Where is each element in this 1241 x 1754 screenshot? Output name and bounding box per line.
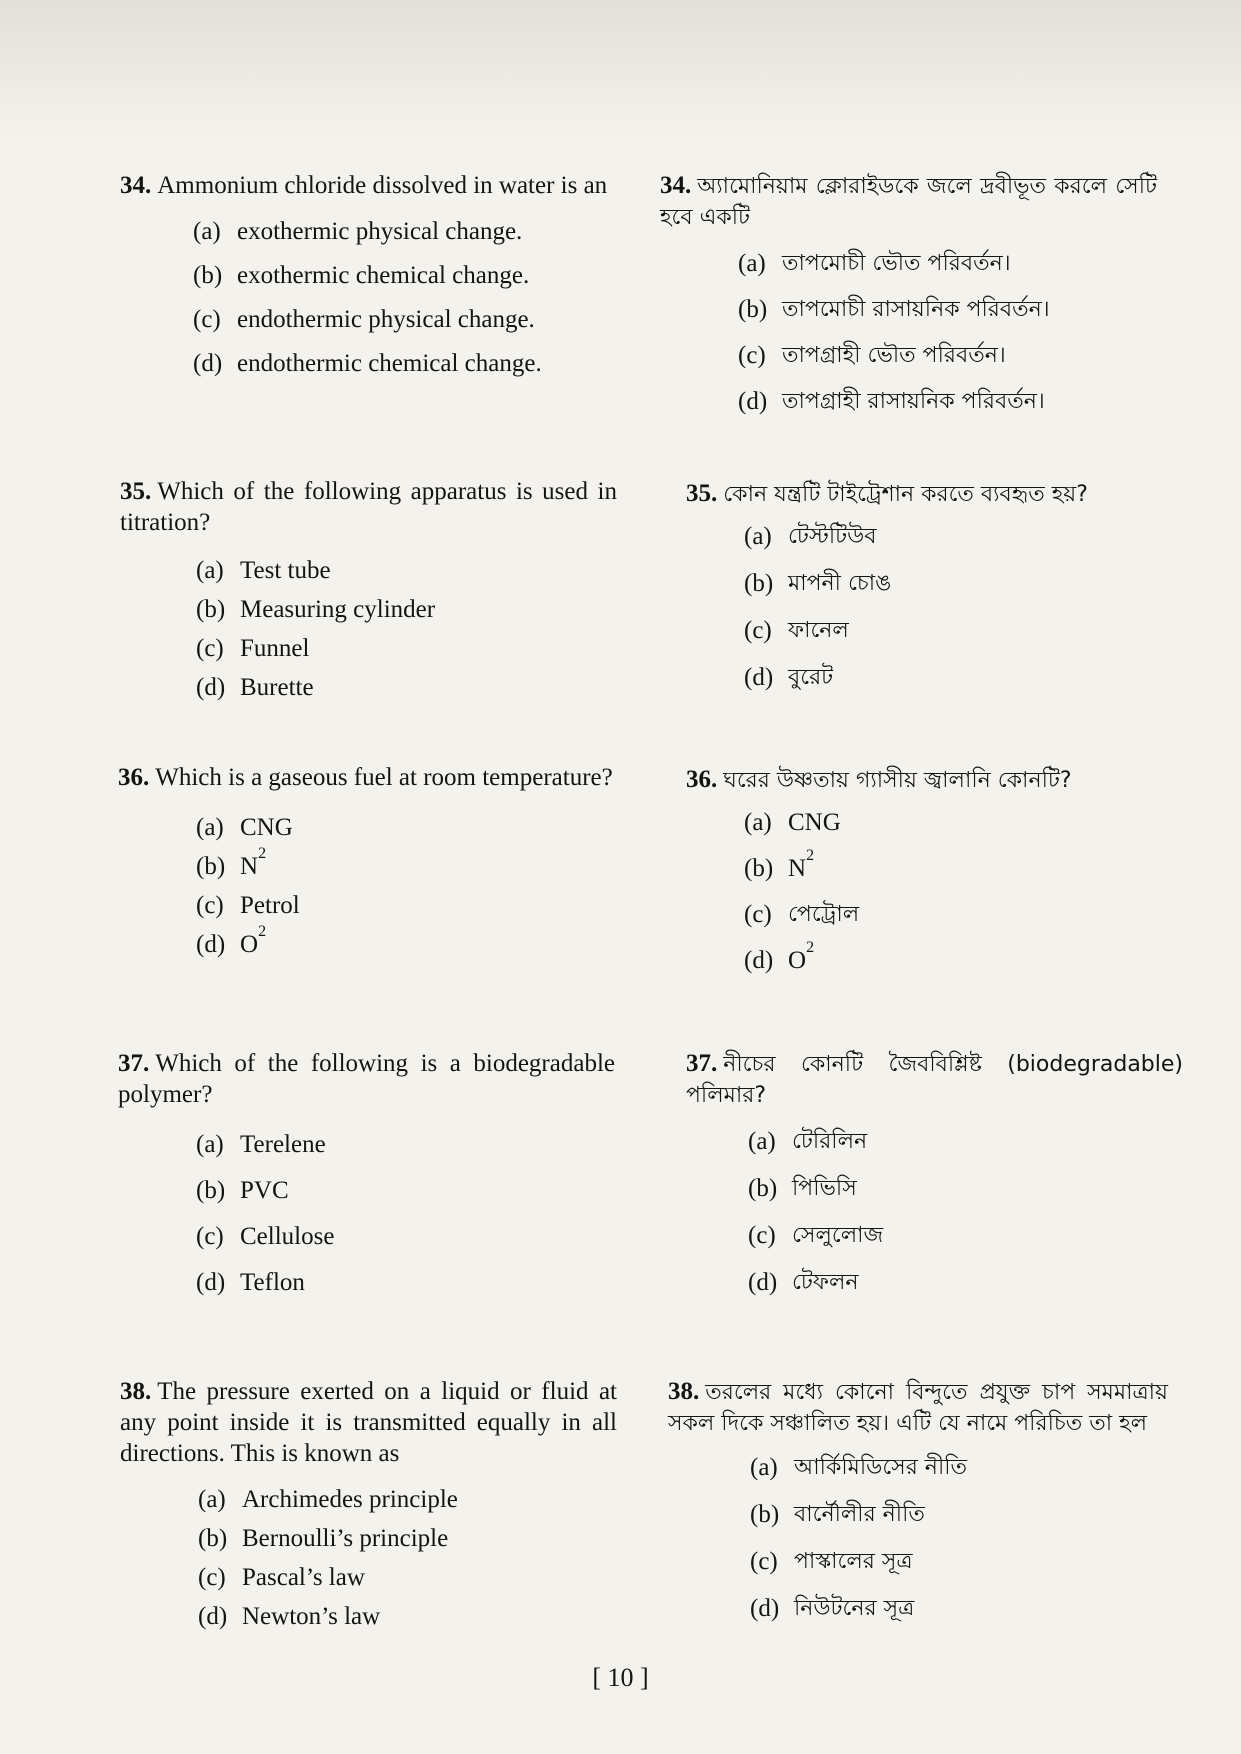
option-a: (a) Terelene	[196, 1131, 326, 1158]
option-b: (b) N 2	[196, 845, 267, 880]
option-a: (a) Archimedes principle	[198, 1486, 458, 1513]
option-c: (c) সেলুলোজ	[748, 1222, 884, 1249]
option-b: (b) Measuring cylinder	[196, 596, 436, 623]
option-d: (d) endothermic chemical change.	[193, 350, 542, 377]
question-37-english	[118, 1048, 615, 1316]
question-38-bengali	[668, 1376, 1168, 1643]
option-b: (b) N 2	[744, 847, 815, 882]
question-37-bengali	[686, 1048, 1183, 1317]
question-number: 37.	[118, 1050, 150, 1077]
option-d: (d) তাপগ্রাহী রাসায়নিক পরিবর্তন।	[738, 388, 1045, 415]
option-b: (b) PVC	[196, 1177, 289, 1204]
question-number: 34.	[660, 172, 692, 199]
option-b: (b) Bernoulli’s principle	[198, 1525, 449, 1552]
option-b: (b) তাপমোচী রাসায়নিক পরিবর্তন।	[738, 296, 1050, 323]
question-35-english	[120, 476, 617, 714]
question-number: 36.	[686, 766, 718, 793]
option-d: (d) Burette	[196, 674, 314, 701]
option-a: (a) টেরিলিন	[748, 1128, 868, 1155]
question-36-bengali	[686, 764, 1183, 994]
page-shadow	[0, 0, 1241, 140]
question-text: তরলের মধ্যে কোনো বিন্দুতে প্রযুক্ত চাপ সমমাত্রায় সকল দিকে সঞ্চালিত হয়। এটি যে নামে পরিচিত তা হল	[668, 1380, 1168, 1436]
page-number: [ 10 ]	[592, 1663, 649, 1692]
question-number: 36.	[118, 764, 150, 791]
option-a: (a) CNG	[744, 809, 841, 836]
question-number: 37.	[686, 1050, 718, 1077]
option-d: (d) O 2	[196, 923, 267, 958]
option-b: (b) পিভিসি	[748, 1175, 857, 1202]
option-b: (b) বার্নৌলীর নীতি	[750, 1501, 925, 1528]
option-d: (d) Teflon	[196, 1269, 305, 1296]
option-c: (c) Pascal’s law	[198, 1564, 365, 1591]
option-d: (d) বুরেট	[744, 664, 834, 691]
question-text: Which of the following apparatus is used in titration?	[120, 478, 617, 536]
question-text: কোন যন্ত্রটি টাইট্রেশান করতে ব্যবহৃত হয়?	[723, 482, 1088, 507]
option-d: (d) নিউটনের সূত্র	[750, 1595, 915, 1622]
option-c: (c) পেট্রোল	[744, 901, 860, 928]
question-36-english	[118, 762, 615, 971]
option-c: (c) Petrol	[196, 892, 300, 919]
question-text: Which is a gaseous fuel at room temperature?	[155, 764, 613, 791]
option-d: (d) Newton’s law	[198, 1603, 381, 1630]
option-c: (c) ফানেল	[744, 617, 849, 644]
option-a: (a) exothermic physical change.	[193, 218, 523, 245]
question-number: 34.	[120, 172, 152, 199]
question-35-bengali	[686, 478, 1183, 712]
option-a: (a) Test tube	[196, 557, 331, 584]
option-a: (a) আর্কিমিডিসের নীতি	[750, 1454, 968, 1481]
question-text: ঘরের উষ্ণতায় গ্যাসীয় জ্বালানি কোনটি?	[723, 768, 1072, 793]
option-b: (b) exothermic chemical change.	[193, 262, 530, 289]
question-text: Ammonium chloride dissolved in water is an	[157, 172, 608, 199]
question-number: 35.	[686, 480, 718, 507]
option-c: (c) endothermic physical change.	[193, 306, 535, 333]
option-a: (a) CNG	[196, 814, 293, 841]
option-c: (c) Cellulose	[196, 1223, 335, 1250]
option-c: (c) তাপগ্রাহী ভৌত পরিবর্তন।	[738, 342, 1006, 369]
option-c: (c) Funnel	[196, 635, 310, 662]
question-34-english	[120, 170, 617, 395]
question-text: Which of the following is a biodegradable polymer?	[118, 1050, 615, 1108]
question-text: নীচের কোনটি জৈববিশ্লিষ্ট (biodegradable) পলিমার?	[686, 1052, 1183, 1108]
option-d: (d) O 2	[744, 939, 815, 974]
question-text: অ্যামোনিয়াম ক্লোরাইডকে জলে দ্রবীভূত করলে সেটি হবে একটি	[660, 174, 1157, 230]
question-text: The pressure exerted on a liquid or fluid at any point inside it is transmitted equally in all directions. This is known as	[120, 1378, 617, 1467]
question-34-bengali	[660, 170, 1157, 435]
question-38-english	[120, 1376, 617, 1643]
question-number: 38.	[668, 1378, 700, 1405]
option-a: (a) টেস্টটিউব	[744, 523, 877, 550]
option-d: (d) টেফলন	[748, 1269, 859, 1296]
option-b: (b) মাপনী চোঙ	[744, 570, 892, 597]
option-a: (a) তাপমোচী ভৌত পরিবর্তন।	[738, 250, 1011, 277]
option-c: (c) পাস্কালের সূত্র	[750, 1548, 913, 1575]
question-number: 35.	[120, 478, 152, 505]
question-number: 38.	[120, 1378, 152, 1405]
